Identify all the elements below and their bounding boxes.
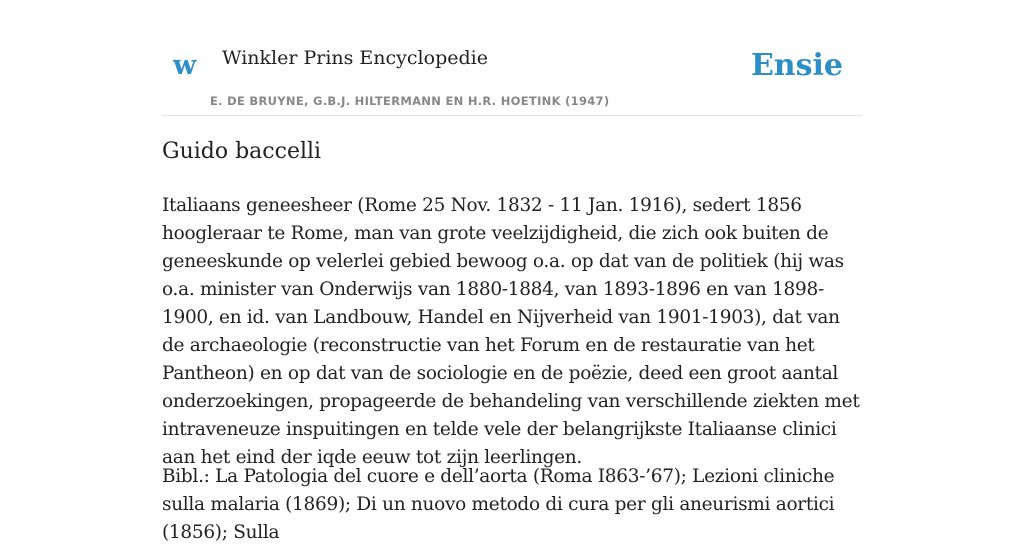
encyclopedia-authors: E. DE BRUYNE, G.B.J. HILTERMANN EN H.R. HOETINK (1947): [210, 94, 610, 108]
encyclopedia-header: [162, 30, 862, 116]
article: [162, 138, 862, 543]
ensie-brand-logo[interactable]: Ensie: [750, 48, 843, 83]
article-paragraph: Italiaans geneesheer (Rome 25 Nov. 1832 - 11 Jan. 1916), sedert 1856 hoogleraar te Rome, man van grote veelzijdigheid, die zich ook buiten de geneeskunde op velerlei gebied bewoog o.a. op dat van de politiek (hij was o.a. minister van Onderwijs van 1880-1884, van 1893-1896 en van 1898-1900, en id. van Landbouw, Handel en Nijverheid van 1901-1903), dat van de archaeologie (reconstructie van het Forum en de restauratie van het Pantheon) en op dat van de sociologie en de poëzie, deed een groot aantal onderzoekingen, propageerde de behandeling van verschillende ziekten met intraveneuze inspuitingen en telde vele der belangrijkste Italiaanse clinici aan het eind der iqde eeuw tot zijn leerlingen.: [162, 195, 860, 468]
article-headword: Guido baccelli: [162, 139, 322, 164]
encyclopedia-title[interactable]: Winkler Prins Encyclopedie: [222, 47, 488, 69]
article-bibliography: Bibl.: La Patologia del cuore e dell’aorta (Roma I863-’67); Lezioni cliniche sulla malaria (1869); Di un nuovo metodo di cura per gli aneurismi aortici (1856); Sulla: [162, 466, 835, 543]
encyclopedia-logo[interactable]: w: [173, 50, 197, 81]
